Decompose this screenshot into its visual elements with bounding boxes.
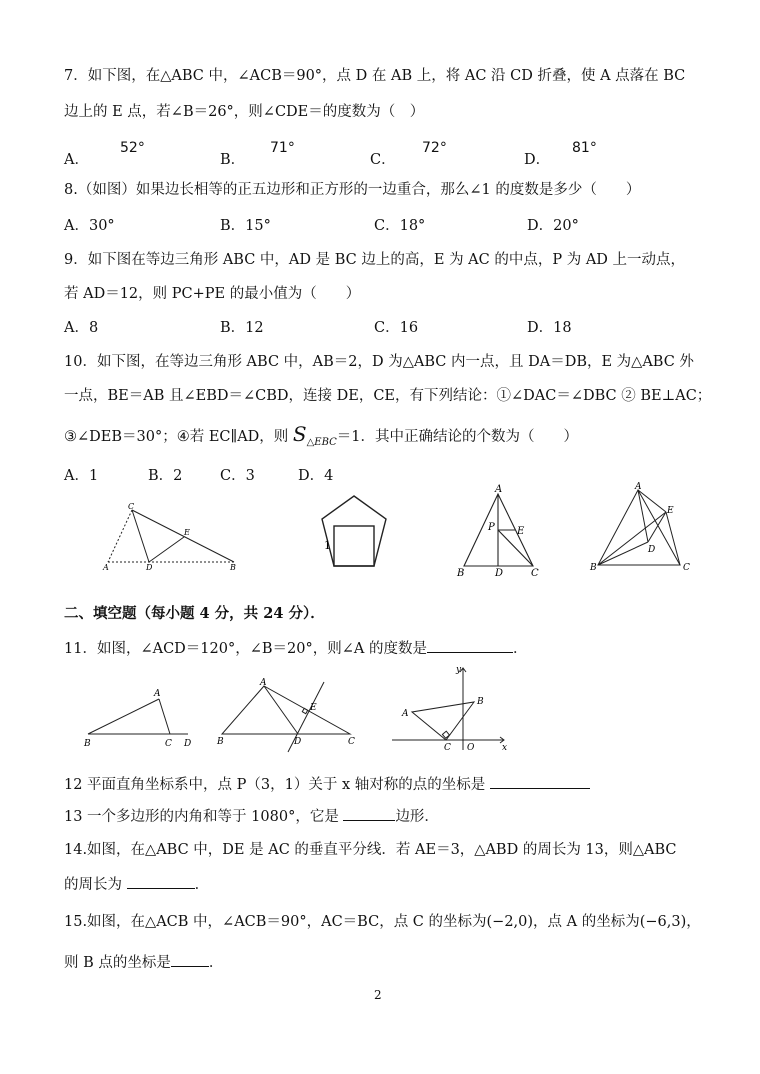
q7-option-c-letter: C． (370, 152, 396, 168)
q12-answer-blank[interactable] (490, 774, 590, 789)
figure-q9 (455, 482, 545, 582)
q9-option-a: A．8 (64, 320, 99, 336)
fig15-label-y: y (456, 665, 462, 675)
q15-answer-blank[interactable] (171, 952, 209, 967)
fig14-label-b: B (217, 737, 224, 747)
fig10-label-b: B (590, 563, 597, 573)
fig7-label-e: E (184, 528, 190, 537)
q7-option-a-value: 52° (120, 140, 145, 156)
q10-line2: 一点，BE＝AB 且∠EBD＝∠CBD，连接 DE，CE，有下列结论：①∠DAC＝∠DBC ② BE⊥AC； (64, 388, 712, 404)
figure-q8 (310, 492, 390, 572)
section-2-heading: 二、填空题（每小题 4 分，共 24 分）． (64, 605, 325, 622)
q8-line1: 8.（如图）如果边长相等的正五边形和正方形的一边重合，那么∠1 的度数是多少（ ） (64, 182, 641, 198)
q9-line2: 若 AD＝12，则 PC+PE 的最小值为（ ） (64, 286, 361, 302)
q15-text: 则 B 点的坐标是 (64, 955, 171, 971)
q7-option-d-value: 81° (572, 140, 597, 156)
q10-area-symbol: S (292, 422, 307, 446)
q13-text-end: 边形． (395, 809, 439, 825)
figure-q11 (80, 685, 200, 750)
q12-text: 12 平面直角坐标系中，点 P（3，1）关于 x 轴对称的点的坐标是 (64, 777, 486, 793)
fig11-label-a: A (154, 689, 161, 699)
q10-line3-start: ③∠DEB＝30°；④若 EC∥AD，则 (64, 429, 293, 445)
fig15-label-x: x (502, 743, 508, 753)
q7-option-d-letter: D． (524, 152, 551, 168)
q9-option-b: B．12 (220, 320, 264, 336)
fig11-label-c: C (165, 739, 172, 749)
q10-option-c: C．3 (220, 468, 255, 484)
q7-line1: 7．如下图，在△ABC 中，∠ACB＝90°，点 D 在 AB 上，将 AC 沿 CD 折叠，使 A 点落在 BC (64, 68, 686, 84)
q10-option-a: A．1 (64, 468, 99, 484)
fig7-label-a: A (103, 563, 109, 572)
fig7-label-c: C (128, 502, 135, 511)
q14-end: ． (194, 877, 210, 893)
fig7-label-d: D (146, 563, 153, 572)
figure-q7 (100, 500, 240, 575)
q8-option-c: C．18° (374, 218, 426, 234)
fig11-label-b: B (84, 739, 91, 749)
fig15-label-o: O (467, 743, 475, 753)
fig14-label-a: A (260, 678, 267, 688)
q13-text-start: 13 一个多边形的内角和等于 1080°，它是 (64, 809, 339, 825)
q13-line (64, 806, 439, 827)
q11-text: 11．如图，∠ACD＝120°，∠B＝20°，则∠A 的度数是 (64, 641, 427, 657)
q14-answer-blank[interactable] (127, 874, 195, 889)
fig7-label-b: B (230, 563, 236, 572)
q7-line2: 边上的 E 点，若∠B＝26°，则∠CDE＝的度数为（ ） (64, 104, 425, 120)
fig10-label-d: D (648, 545, 656, 555)
fig15-label-a: A (402, 709, 409, 719)
fig9-label-e: E (517, 526, 525, 537)
q15-end: ． (208, 955, 224, 971)
q11-end: ． (512, 641, 528, 657)
q9-option-d: D．18 (527, 320, 572, 336)
q8-option-d: D．20° (527, 218, 579, 234)
fig10-label-e: E (667, 506, 674, 516)
page-number: 2 (374, 988, 382, 1002)
q14-line2 (64, 874, 209, 895)
q15-line2 (64, 952, 223, 973)
q14-line1: 14.如图，在△ABC 中，DE 是 AC 的垂直平分线．若 AE＝3，△ABD 的周长为 13，则△ABC (64, 842, 677, 858)
fig10-label-a: A (635, 482, 642, 492)
fig14-label-c: C (348, 737, 355, 747)
fig14-label-e: E (310, 703, 317, 713)
q15-line1: 15.如图，在△ACB 中，∠ACB＝90°，AC＝BC，点 C 的坐标为(−2,0)，点 A 的坐标为(−6,3)， (64, 914, 701, 930)
q7-option-c-value: 72° (422, 140, 447, 156)
q10-area-subscript: △EBC (306, 436, 337, 448)
q8-option-b: B．15° (220, 218, 271, 234)
fig9-label-p: P (488, 522, 495, 533)
q12-line (64, 774, 590, 795)
fig9-label-d: D (495, 568, 504, 579)
fig15-label-c: C (444, 743, 451, 753)
q10-line3 (64, 424, 578, 453)
figure-q10 (588, 480, 698, 575)
fig9-label-b: B (457, 568, 465, 579)
fig11-label-d: D (184, 739, 192, 749)
q11-line (64, 638, 527, 659)
q7-option-b-letter: B． (220, 152, 246, 168)
q10-line3-end: ＝1．其中正确结论的个数为（ ） (336, 429, 579, 445)
q9-line1: 9．如下图在等边三角形 ABC 中，AD 是 BC 边上的高，E 为 AC 的中点，P 为 AD 上一动点， (64, 252, 686, 268)
q8-option-a: A．30° (64, 218, 115, 234)
fig9-label-a: A (495, 484, 503, 495)
fig15-label-b: B (477, 697, 484, 707)
figure-q15 (388, 662, 512, 754)
q10-option-b: B．2 (148, 468, 183, 484)
q11-answer-blank[interactable] (427, 638, 513, 653)
fig10-label-c: C (683, 563, 690, 573)
q9-option-c: C．16 (374, 320, 419, 336)
q10-option-d: D．4 (298, 468, 334, 484)
q10-line1: 10．如下图，在等边三角形 ABC 中，AB＝2，D 为△ABC 内一点，且 DA＝DB，E 为△ABC 外 (64, 354, 694, 370)
q7-option-a-letter: A． (64, 152, 89, 168)
q13-answer-blank[interactable] (343, 806, 395, 821)
fig8-angle-label: 1 (324, 539, 331, 552)
q7-option-b-value: 71° (270, 140, 295, 156)
fig14-label-d: D (294, 737, 302, 747)
figure-q14 (214, 680, 364, 750)
fig9-label-c: C (531, 568, 539, 579)
q14-text: 的周长为 (64, 877, 122, 893)
